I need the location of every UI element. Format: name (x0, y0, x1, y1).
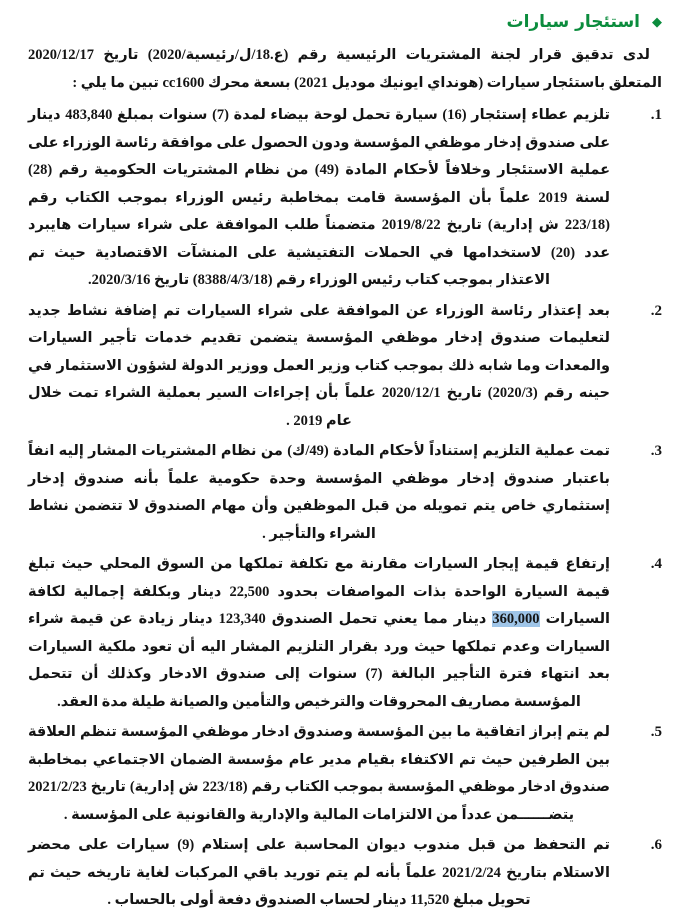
item-number: 4. (650, 556, 662, 572)
item-number: 3. (650, 443, 662, 459)
highlighted-amount: 360,000 (492, 611, 540, 627)
item-text (28, 832, 610, 915)
list-item (28, 719, 662, 829)
item-text-segment: إرتفاع قيمة إيجار السيارات مقارنة مع تكلفة تملكها من السوق المحلي حيث تبلغ قيمة السيارة الواحدة بذات المواصفات بحدود 22,500 دينار وبكلفة إجمالية لكافة السيارات (28, 556, 610, 627)
item-text-segment: تمت عملية التلزيم إستناداً لأحكام المادة (49/ك) من نظام المشتريات المشار إليه انفاً باعتبار صندوق إدخار موظفي المؤسسة وحدة حكومية علماً بأنه صندوق إدخار إستثماري خاص يتم تمويله من قبل الموظفين وأن مهام الصندوق لا تتضمن نشاط الشراء والتأجير . (28, 443, 610, 542)
item-text (28, 551, 610, 716)
section-header (28, 12, 662, 32)
item-number: 1. (650, 107, 662, 123)
item-text-segment: بعد إعتذار رئاسة الوزراء عن الموافقة على شراء السيارات تم إضافة نشاط جديد لتعليمات صندوق إدخار موظفي المؤسسة يتضمن تقديم خدمات تأجير السيارات والمعدات وما شابه ذلك بموجب كتاب وزير العمل ووزير الدولة لشؤون الاستثمار في حينه رقم (2020/3) تاريخ 2020/12/1 علماً بأن إجراءات السير بعملية الشراء تمت خلال عام 2019 . (28, 302, 611, 429)
item-number: 2. (650, 302, 662, 319)
diamond-bullet-icon: ◆ (652, 14, 662, 30)
item-text (28, 102, 610, 295)
item-number: 6. (650, 837, 662, 853)
item-text-segment: دينار مما يعني تحمل الصندوق 123,340 دينار زيادة عن قيمة شراء السيارات وعدم تملكها حيث ورد بقرار التلزيم المشار اليه أن تعود ملكية السيارات بعد انتهاء فترة التأجير البالغة (7) سنوات إلى صندوق الادخار وكذلك أن تتحمل المؤسسة مصاريف المحروقات والترخيص والتأمين والصيانة طيلة مدة العقد. (28, 611, 610, 710)
item-text-segment: تلزيم عطاء إستئجار (16) سيارة تحمل لوحة بيضاء لمدة (7) سنوات بمبلغ 483,840 دينار على صندوق إدخار موظفي المؤسسة ودون الحصول على موافقة رئاسة الوزراء على عملية الاستئجار وخلافاً لأحكام المادة (49) من نظام المشتريات الحكومية رقم (28) لسنة 2019 علماً بأن المؤسسة قامت بمخاطبة رئيس الوزراء بموجب الكتاب رقم (223/18 ش إدارية) تاريخ 2019/8/22 متضمناً طلب الموافقة على شراء سيارات هايبرد عدد (20) لاستخدامها في الحملات التفتيشية على المنشآت الاقتصادية حيث تم الاعتذار بموجب كتاب رئيس الوزراء رقم (8388/4/3/18) تاريخ 2020/3/16. (28, 107, 611, 288)
list-item (28, 832, 662, 915)
section-title: استئجار سيارات (506, 12, 640, 32)
item-text-segment: تم التحفظ من قبل مندوب ديوان المحاسبة على إستلام (9) سيارات على محضر الاستلام بتاريخ 2021/2/24 علماً بأنه لم يتم توريد باقي المركبات لغاية تاريخه حيث تم تحويل مبلغ 11,520 دينار لحساب الصندوق دفعة أولى بالحساب . (28, 837, 610, 908)
item-text-segment: لم يتم إبراز اتفاقية ما بين المؤسسة وصندوق ادخار موظفي المؤسسة تنظم العلاقة بين الطرفين حيث تم الاكتفاء بقيام مدير عام مؤسسة الضمان الاجتماعي بمخاطبة صندوق ادخار موظفي المؤسسة بموجب الكتاب رقم (223/18 ش إدارية) تاريخ 2021/2/23 يتضــــــمن عدداً من الالتزامات المالية والإدارية والقانونية على المؤسسة . (28, 724, 611, 823)
item-text (28, 438, 610, 548)
item-text (28, 719, 610, 829)
item-text (28, 298, 610, 436)
item-number: 5. (650, 724, 662, 740)
list-item (28, 551, 662, 716)
findings-list (28, 102, 662, 915)
list-item (28, 298, 662, 436)
list-item (28, 438, 662, 548)
intro-paragraph: لدى تدقيق قرار لجنة المشتريات الرئيسية رقم (ع.18/ل/رئيسية/2020) تاريخ 2020/12/17 المتعلق باستئجار سيارات (هونداي ايونيك موديل 2021) بسعة محرك cc1600 تبين ما يلي : (28, 47, 662, 91)
list-item (28, 102, 662, 295)
